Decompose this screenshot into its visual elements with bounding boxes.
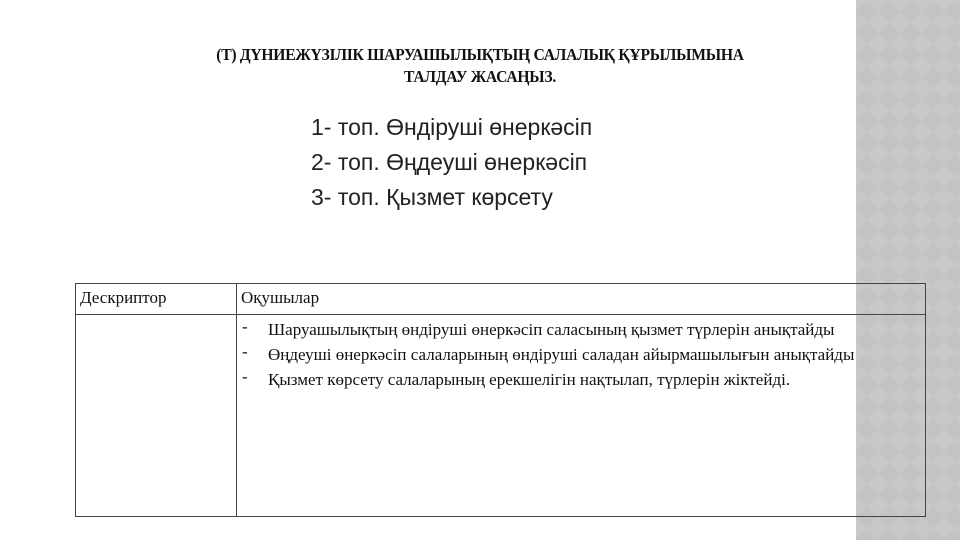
list-item: - Шаруашылықтың өндіруші өнеркәсіп саласының қызмет түрлерін анықтайды: [268, 319, 921, 341]
title-line-2: ТАЛДАУ ЖАСАҢЫЗ.: [403, 67, 557, 86]
students-cell: [237, 315, 926, 517]
list-item: - Өңдеуші өнеркәсіп салаларының өндіруші саладан айырмашылығын анықтайды: [268, 344, 921, 366]
header-descriptor: Дескриптор: [76, 284, 237, 315]
table-header-row: [76, 284, 926, 315]
header-students: Оқушылар: [237, 284, 926, 315]
descriptor-table: [75, 283, 926, 517]
descriptor-cell: [76, 315, 237, 517]
title-line-1: (Т) ДҮНИЕЖҮЗІЛІК ШАРУАШЫЛЫҚТЫҢ САЛАЛЫҚ ҚҰРЫЛЫМЫНА: [216, 45, 744, 64]
group-item: 3- топ. Қызмет көрсету: [311, 184, 553, 210]
list-item: - Қызмет көрсету салаларының ерекшелігін нақтылап, түрлерін жіктейді.: [268, 369, 921, 391]
group-item: 2- топ. Өңдеуші өнеркәсіп: [311, 149, 588, 175]
slide-title: [94, 44, 867, 88]
table-row: [76, 315, 926, 517]
group-list: [311, 110, 592, 215]
group-item: 1- топ. Өндіруші өнеркәсіп: [311, 114, 593, 140]
